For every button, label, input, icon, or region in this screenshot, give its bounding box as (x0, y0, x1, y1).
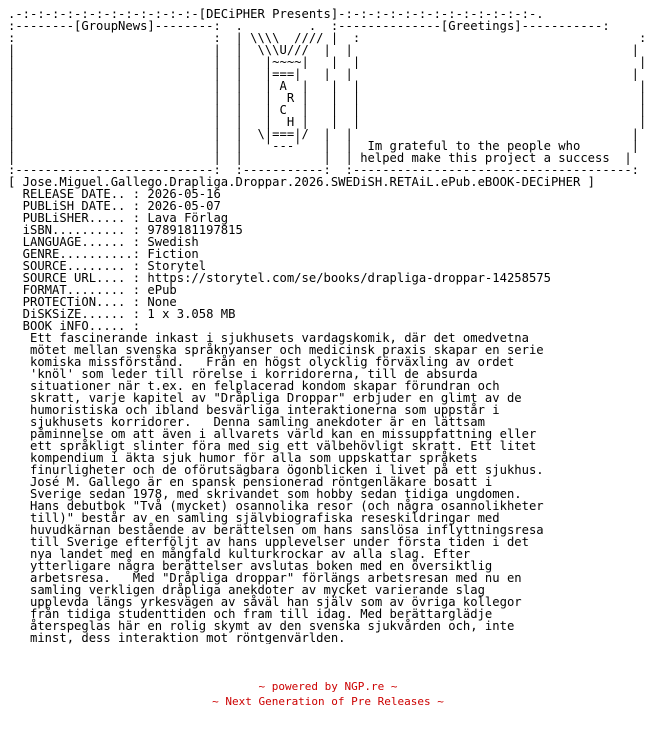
nfo-line: huvudkärnan bestående av berättelsen om hans sanslösa inflyttningsresa (8, 523, 544, 537)
nfo-line: mötet mellan svenska språknyanser och medicinsk praxis skapar en serie (8, 343, 544, 357)
nfo-line: påminnelse om att även i allvarets värld kan en missuppfattning eller (8, 427, 537, 441)
nfo-line: | | | | | helped make this project a success | (8, 151, 632, 165)
nfo-line: situationer när t.ex. en felplacerad kondom skapar förundran och (8, 379, 500, 393)
ngp-link[interactable]: ~ powered by NGP.re ~ (258, 680, 398, 693)
nfo-line: skratt, varje kapitel av "Dråpliga Droppar" erbjuder en glimt av de (8, 391, 522, 405)
nfo-line: komiska missförstånd. Från en högst olycklig förväxling av ordet (8, 355, 515, 369)
nfo-line: Sverige sedan 1978, med skrivandet som hobby sedan tidiga ungdomen. (8, 487, 522, 501)
nfo-line: | | | |===| | | | (8, 67, 640, 81)
nfo-line: samling verkligen dråpliga anekdoter av mycket varierande slag (8, 583, 485, 597)
nfo-line: till Sverige efterföljt av hans upplevelser under första tiden i det (8, 535, 529, 549)
nfo-line: :--------[GroupNews]--------: . . :--------------[Greetings]-----------: (8, 19, 610, 33)
nfo-line: återspeglas här en rolig skymt av den svenska sjukvården och, inte (8, 619, 515, 633)
nfo-text (8, 8, 648, 644)
nfo-line: José M. Gallego är en spansk pensionerad röntgenläkare bosatt i (8, 475, 493, 489)
nfo-line: | | | | H | | | | (8, 115, 647, 129)
nfo-line: PUBLiSH DATE.. : 2026-05-07 (8, 199, 221, 213)
nfo-line: sjukhusets korridorer. Denna samling anekdoter är en lättsam (8, 415, 485, 429)
nfo-line: [ Jose.Miguel.Gallego.Drapliga.Droppar.2026.SWEDiSH.RETAiL.ePub.eBOOK-DECiPHER ] (8, 175, 595, 189)
nfo-line: kompendium i äkta sjuk humor för alla som uppskattar språkets (8, 451, 478, 465)
nfo-line: PUBLiSHER..... : Lava Förlag (8, 211, 229, 225)
nfo-line: FORMAT........ : ePub (8, 283, 177, 297)
nfo-line: | | | '---' | | Im grateful to the people who | (8, 139, 640, 153)
nfo-line: från tidiga studenttiden och fram till idag. Med berättarglädje (8, 607, 493, 621)
nfo-line: till)" består av en samling självbiografiska reseskildringar med (8, 511, 500, 525)
nfo-line: nya landet med en mångfald kulturkrockar av alla slag. Efter (8, 547, 471, 561)
nfo-line: ytterligare några berättelser avslutas boken med en översiktlig (8, 559, 493, 573)
nfo-line: : : | \\\\ //// | : : (8, 31, 647, 45)
nfo-line: | | | |~~~~| | | | (8, 55, 647, 69)
nfo-line: LANGUAGE...... : Swedish (8, 235, 199, 249)
nfo-line: ett språkligt slinter föra med sig ett välbehövligt skratt. Ett litet (8, 439, 537, 453)
footer-powered-by (0, 680, 656, 694)
nfo-line: DiSKSiZE...... : 1 x 3.058 MB (8, 307, 236, 321)
nfo-line: GENRE..........: Fiction (8, 247, 199, 261)
nfo-line: :---------------------------: :-----------: :--------------------------------------: (8, 163, 640, 177)
nfo-line: 'knöl' som leder till rörelse i korridorerna, till de absurda (8, 367, 478, 381)
nfo-line: Hans debutbok "Två (mycket) osannolika resor (och några osannolikheter (8, 499, 544, 513)
ngp-tagline-link[interactable]: ~ Next Generation of Pre Releases ~ (212, 695, 444, 708)
nfo-line: iSBN.......... : 9789181197815 (8, 223, 243, 237)
nfo-line: arbetsresa. Med "Dråpliga droppar" förlängs arbetsresan med nu en (8, 571, 522, 585)
nfo-line: humoristiska och ibland besvärliga interaktionerna som uppstår i (8, 403, 500, 417)
nfo-line: SOURCE........ : Storytel (8, 259, 207, 273)
nfo-line: upplevda längs yrkesvägen av såväl han själv som av övriga kollegor (8, 595, 522, 609)
nfo-line: | | | | R | | | | (8, 91, 647, 105)
nfo-line: RELEASE DATE.. : 2026-05-16 (8, 187, 221, 201)
nfo-line: minst, dess interaktion mot röntgenvärlden. (8, 631, 346, 644)
nfo-line: PROTECTiON.... : None (8, 295, 177, 309)
nfo-line: finurligheter och de oförutsägbara ögonblicken i livet på ett sjukhus. (8, 463, 544, 477)
nfo-line: | | | \|===|/ | | | (8, 127, 640, 141)
nfo-line: | | | | C | | | | (8, 103, 647, 117)
nfo-line: .-:-:-:-:-:-:-:-:-:-:-:-:-[DECiPHER Presents]-:-:-:-:-:-:-:-:-:-:-:-:-:-. (8, 8, 544, 21)
nfo-line: SOURCE URL.... : https://storytel.com/se/books/drapliga-droppar-14258575 (8, 271, 551, 285)
footer-tagline (0, 695, 656, 709)
nfo-line: Ett fascinerande inkast i sjukhusets vardagskomik, där det omedvetna (8, 331, 529, 345)
nfo-line: | | | | A | | | | (8, 79, 647, 93)
nfo-line: | | | \\\U/// | | | (8, 43, 640, 57)
nfo-line: BOOK iNFO..... : (8, 319, 141, 333)
